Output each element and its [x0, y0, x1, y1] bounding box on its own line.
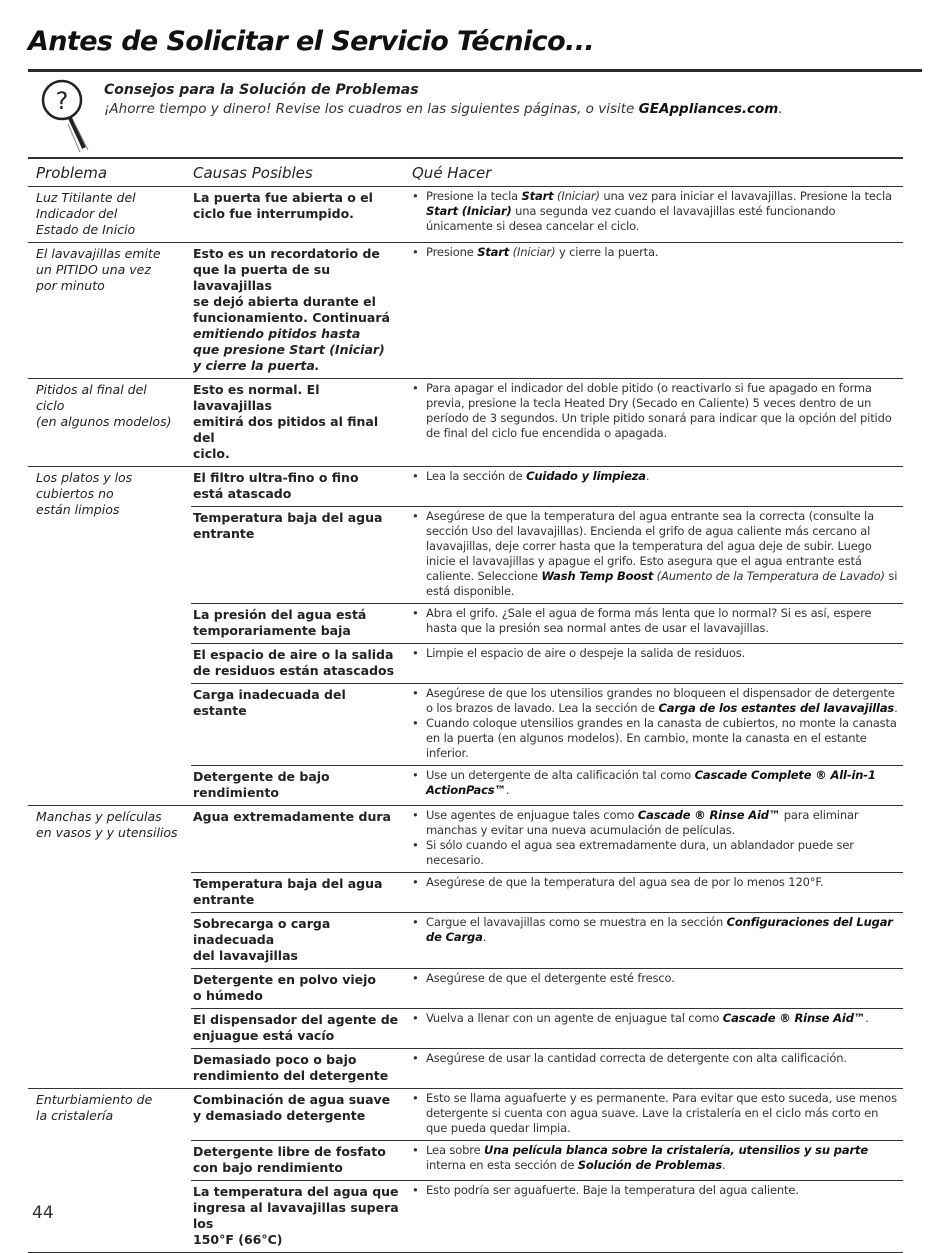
action-text	[426, 915, 899, 945]
action-text	[426, 1011, 869, 1026]
actions-cell	[408, 1181, 903, 1252]
action-segment: para eliminar manchas y evitar una nueva acumulación de películas.	[426, 808, 859, 837]
problem-line: por minuto	[36, 278, 105, 293]
action-item	[412, 686, 899, 716]
cause-line: con bajo rendimiento	[193, 1160, 343, 1175]
bullet-icon: •	[412, 971, 419, 985]
action-segment: una vez para iniciar el lavavajillas. Presione la tecla	[599, 189, 892, 203]
cause-line: Temperatura baja del agua	[193, 510, 383, 525]
problem-group	[28, 467, 903, 806]
actions-cell	[408, 243, 903, 378]
cause-line: La puerta fue abierta o el	[193, 190, 373, 205]
action-segment: Asegúrese de usar la cantidad correcta de detergente con alta calificación.	[426, 1051, 847, 1065]
table-row	[191, 243, 903, 378]
cause-line: de residuos están atascados	[193, 663, 395, 678]
action-segment: Lea la sección de	[426, 469, 527, 483]
cause-cell	[191, 913, 408, 968]
action-segment: Para apagar el indicador del doble pitido (o reactivarlo si fue apagado en forma previa, presione la tecla Heated Dry (Secado en Caliente) 5 veces dentro de un período de 3 segundos. Un triple pitido sonará para indicar que la opción del pitido de final del ciclo fue encendida o apagada.	[426, 381, 892, 440]
action-segment: Solución de Problemas	[577, 1158, 723, 1172]
cause-cell	[191, 379, 408, 466]
bullet-icon: •	[412, 509, 419, 523]
problem-line: Manchas y películas	[36, 809, 162, 824]
problem-group	[28, 379, 903, 467]
action-segment: y cierre la puerta.	[555, 245, 659, 259]
actions-cell	[408, 507, 903, 603]
table-row	[191, 1180, 903, 1252]
action-segment: Presione	[426, 245, 478, 259]
cause-line: se dejó abierta durante el	[193, 294, 376, 309]
cause-cell	[191, 644, 408, 683]
action-segment: Use un detergente de alta calificación tal como	[426, 768, 695, 782]
action-segment: Lea sobre	[426, 1143, 485, 1157]
action-segment: Cascade Complete ® All-in-1 ActionPacs™	[426, 768, 876, 797]
column-header-problem: Problema	[36, 163, 108, 182]
action-segment: Asegúrese de que los utensilios grandes no bloqueen el dispensador de detergente o los brazos de lavado. Lea la sección de	[426, 686, 895, 715]
action-segment: interna en esta sección de	[426, 1158, 578, 1172]
cause-line: Detergente de bajo rendimiento	[193, 769, 330, 800]
action-item	[412, 808, 899, 838]
cause-line: que la puerta de su lavavajillas	[193, 262, 331, 293]
table-row	[191, 187, 903, 238]
action-segment: Vuelva a llenar con un agente de enjuague tal como	[426, 1011, 723, 1025]
cause-line: Agua extremadamente dura	[193, 809, 391, 824]
action-segment: Esto se llama aguafuerte y es permanente. Para evitar que esto suceda, use menos detergente si cuenta con agua suave. Lave la cristalería en el ciclo más corto en que pueda quedar limpia.	[426, 1091, 897, 1135]
action-item	[412, 381, 899, 441]
problem-group	[28, 806, 903, 1089]
bullet-icon: •	[412, 189, 419, 203]
action-segment: Asegúrese de que la temperatura del agua sea de por lo menos 120°F.	[426, 875, 824, 889]
action-segment: Si sólo cuando el agua sea extremadamente dura, un ablandador puede ser necesario.	[426, 838, 854, 867]
cause-cell	[191, 467, 408, 506]
bullet-icon: •	[412, 1183, 419, 1197]
cause-cell	[191, 969, 408, 1008]
action-segment: .	[722, 1158, 726, 1172]
actions-cell	[408, 806, 903, 872]
action-item	[412, 1091, 899, 1136]
problem-line: en vasos y y utensilios	[36, 825, 178, 840]
table-row	[191, 912, 903, 968]
cause-line: ciclo.	[193, 446, 230, 461]
cause-line: entrante	[193, 526, 255, 541]
actions-cell	[408, 873, 903, 912]
action-text	[426, 838, 899, 868]
actions-cell	[408, 766, 903, 805]
bullet-icon: •	[412, 686, 419, 700]
column-header-actions: Qué Hacer	[412, 163, 492, 182]
action-text	[426, 509, 899, 599]
action-item	[412, 646, 899, 661]
actions-cell	[408, 187, 903, 238]
cause-line: El espacio de aire o la salida	[193, 647, 394, 662]
bullet-icon: •	[412, 245, 419, 259]
action-segment: Abra el grifo. ¿Sale el agua de forma más lenta que lo normal? Si es así, espere hasta que la presión sea normal antes de usar el lavavajillas.	[426, 606, 872, 635]
action-text	[426, 1051, 847, 1066]
cause-line: 150°F (66°C)	[193, 1232, 283, 1247]
action-item	[412, 606, 899, 636]
cause-cell	[191, 873, 408, 912]
action-item	[412, 1143, 899, 1173]
cause-cell	[191, 1141, 408, 1180]
action-segment: Start	[477, 245, 510, 259]
bullet-icon: •	[412, 808, 419, 822]
cause-cell	[191, 806, 408, 872]
problem-line: la cristalería	[36, 1108, 114, 1123]
table-row	[191, 968, 903, 1008]
cause-line: ingresa al lavavajillas supera los	[193, 1200, 399, 1231]
action-segment: .	[865, 1011, 869, 1025]
cause-cell	[191, 507, 408, 603]
action-item	[412, 716, 899, 761]
action-text	[426, 1143, 899, 1173]
action-text	[426, 646, 745, 661]
bullet-icon: •	[412, 646, 419, 660]
cause-line: La presión del agua está	[193, 607, 367, 622]
cause-line: funcionamiento. Continuará	[193, 310, 390, 325]
action-item	[412, 245, 899, 260]
cause-cell	[191, 243, 408, 378]
cause-line: o húmedo	[193, 988, 263, 1003]
cause-line: El filtro ultra-fino o fino	[193, 470, 359, 485]
bullet-icon: •	[412, 381, 419, 395]
action-segment: .	[482, 930, 487, 944]
bullet-icon: •	[412, 875, 419, 889]
action-segment: Asegúrese de que el detergente esté fresco.	[426, 971, 675, 985]
cause-line: ciclo fue interrumpido.	[193, 206, 354, 221]
table-body	[28, 187, 903, 1253]
actions-cell	[408, 604, 903, 643]
cause-list	[191, 1089, 903, 1252]
cause-cell	[191, 1009, 408, 1048]
bullet-icon: •	[412, 768, 419, 782]
cause-line: Temperatura baja del agua	[193, 876, 383, 891]
troubleshooting-table	[28, 157, 903, 1253]
cause-line: Sobrecarga o carga inadecuada	[193, 916, 331, 947]
cause-line: enjuague está vacío	[193, 1028, 335, 1043]
page-number: 44	[32, 1203, 54, 1223]
cause-cell	[191, 684, 408, 765]
actions-cell	[408, 1009, 903, 1048]
problem-line: Indicador del	[36, 206, 118, 221]
cause-list	[191, 467, 903, 805]
cause-cell	[191, 1089, 408, 1140]
cause-line: está atascado	[193, 486, 292, 501]
cause-line: Combinación de agua suave	[193, 1092, 391, 1107]
table-row	[191, 1048, 903, 1088]
problem-line: ciclo	[36, 398, 65, 413]
bullet-icon: •	[412, 838, 419, 852]
actions-cell	[408, 1089, 903, 1140]
actions-cell	[408, 684, 903, 765]
table-row	[191, 765, 903, 805]
bullet-icon: •	[412, 606, 419, 620]
table-row	[191, 1089, 903, 1140]
action-text	[426, 189, 899, 234]
action-segment: Cuando coloque utensilios grandes en la canasta de cubiertos, no monte la canasta en la puerta (en algunos modelos). En cambio, monte la canasta en el estante inferior.	[426, 716, 897, 760]
action-segment: Start	[521, 189, 554, 203]
action-segment: .	[645, 469, 650, 483]
bullet-icon: •	[412, 915, 419, 929]
problem-line: están limpios	[36, 502, 120, 517]
title-rule	[28, 69, 922, 72]
cause-cell	[191, 187, 408, 238]
table-row	[191, 643, 903, 683]
action-item	[412, 469, 899, 484]
action-text	[426, 971, 675, 986]
cause-line: del lavavajillas	[193, 948, 298, 963]
action-text	[426, 381, 899, 441]
action-segment: si está disponible.	[426, 569, 898, 598]
cause-cell	[191, 1049, 408, 1088]
cause-list	[191, 806, 903, 1088]
cause-line: Esto es un recordatorio de	[193, 246, 380, 261]
action-segment: Carga de los estantes del lavavajillas	[658, 701, 895, 715]
action-item	[412, 509, 899, 599]
action-item	[412, 1051, 899, 1066]
svg-text:?: ?	[55, 87, 69, 115]
action-text	[426, 716, 899, 761]
table-row	[191, 603, 903, 643]
actions-cell	[408, 644, 903, 683]
page-title: Antes de Solicitar el Servicio Técnico...	[28, 26, 595, 57]
action-item	[412, 189, 899, 234]
action-segment: Use agentes de enjuague tales como	[426, 808, 638, 822]
actions-cell	[408, 913, 903, 968]
action-segment: (Aumento de la Temperatura de Lavado)	[653, 569, 885, 583]
action-item	[412, 875, 899, 890]
cause-line: La temperatura del agua que	[193, 1184, 399, 1199]
action-segment: (Iniciar)	[553, 189, 600, 203]
table-row	[191, 683, 903, 765]
table-row	[191, 1140, 903, 1180]
cause-line: emitirá dos pitidos al final del	[193, 414, 379, 445]
action-item	[412, 1011, 899, 1026]
action-segment: una segunda vez cuando el lavavajillas esté funcionando únicamente si desea cancelar el ciclo.	[426, 204, 836, 233]
problem-cell	[28, 1089, 191, 1252]
problem-line: (en algunos modelos)	[36, 414, 172, 429]
action-item	[412, 1183, 899, 1198]
cause-line: Demasiado poco o bajo	[193, 1052, 357, 1067]
cause-line: y cierre la puerta.	[193, 358, 320, 373]
action-text	[426, 1183, 799, 1198]
table-row	[191, 506, 903, 603]
problem-line: un PITIDO una vez	[36, 262, 151, 277]
cause-cell	[191, 1181, 408, 1252]
action-segment: Start (Iniciar)	[426, 204, 512, 218]
problem-cell	[28, 243, 191, 378]
action-segment: Configuraciones del Lugar de Carga	[426, 915, 893, 944]
table-row	[191, 1008, 903, 1048]
bullet-icon: •	[412, 1091, 419, 1105]
action-segment: .	[505, 783, 510, 797]
cause-line: El dispensador del agente de	[193, 1012, 399, 1027]
problem-line: Pitidos al final del	[36, 382, 147, 397]
action-item	[412, 971, 899, 986]
bullet-icon: •	[412, 1051, 419, 1065]
table-row	[191, 806, 903, 872]
cause-line: Carga inadecuada del estante	[193, 687, 346, 718]
bullet-icon: •	[412, 1143, 419, 1157]
problem-cell	[28, 467, 191, 805]
action-item	[412, 915, 899, 945]
action-text	[426, 768, 899, 798]
cause-list	[191, 379, 903, 466]
bullet-icon: •	[412, 469, 419, 483]
problem-group	[28, 1089, 903, 1253]
cause-line: Detergente en polvo viejo	[193, 972, 377, 987]
cause-line: entrante	[193, 892, 255, 907]
problem-group	[28, 187, 903, 243]
cause-list	[191, 243, 903, 378]
action-segment: Cargue el lavavajillas como se muestra en la sección	[426, 915, 727, 929]
cause-line: Esto es normal. El lavavajillas	[193, 382, 320, 413]
action-segment: (Iniciar)	[509, 245, 556, 259]
action-segment: Cuidado y limpieza	[526, 469, 646, 483]
problem-line: El lavavajillas emite	[36, 246, 161, 261]
action-text	[426, 1091, 899, 1136]
problem-line: Los platos y los	[36, 470, 133, 485]
cause-list	[191, 187, 903, 242]
problem-cell	[28, 187, 191, 242]
cause-line: que presione Start (Iniciar)	[193, 342, 385, 357]
cause-line: rendimiento del detergente	[193, 1068, 389, 1083]
action-segment: .	[894, 701, 898, 715]
cause-cell	[191, 604, 408, 643]
problem-line: Luz Titilante del	[36, 190, 136, 205]
action-text	[426, 808, 899, 838]
bullet-icon: •	[412, 1011, 419, 1025]
cause-line: emitiendo pitidos hasta	[193, 326, 361, 341]
actions-cell	[408, 1141, 903, 1180]
actions-cell	[408, 1049, 903, 1088]
action-item	[412, 838, 899, 868]
cause-line: temporariamente baja	[193, 623, 351, 638]
action-text	[426, 245, 658, 260]
cause-line: y demasiado detergente	[193, 1108, 366, 1123]
action-segment: Wash Temp Boost	[541, 569, 654, 583]
column-header-causes: Causas Posibles	[193, 163, 313, 182]
action-segment: Una película blanca sobre la cristalería, utensilios y su parte	[484, 1143, 868, 1157]
tips-heading: Consejos para la Solución de Problemas	[104, 82, 419, 98]
action-segment: Cascade ® Rinse Aid™	[637, 808, 781, 822]
cause-cell	[191, 766, 408, 805]
tips-text: ¡Ahorre tiempo y dinero! Revise los cuadros en las siguientes páginas, o visite GEAppliances.com.	[104, 101, 783, 117]
problem-group	[28, 243, 903, 379]
problem-line: cubiertos no	[36, 486, 114, 501]
actions-cell	[408, 379, 903, 466]
problem-line: Estado de Inicio	[36, 222, 136, 237]
problem-cell	[28, 806, 191, 1088]
question-magnifier-icon	[34, 76, 98, 156]
action-item	[412, 768, 899, 798]
website-link[interactable]: GEAppliances.com	[638, 101, 779, 117]
action-text	[426, 875, 824, 890]
action-segment: Asegúrese de que la temperatura del agua entrante sea la correcta (consulte la sección Uso del lavavajillas). Encienda el grifo de agua caliente más cercano al lavavajillas, deje correr hasta que la temperatura del agua deje de subir. Luego inicie el lavavajillas y apague el grifo. Esto asegura que el agua entrante está caliente. Seleccione	[426, 509, 874, 583]
problem-line: Enturbiamiento de	[36, 1092, 153, 1107]
problem-cell	[28, 379, 191, 466]
action-segment: Presione la tecla	[426, 189, 522, 203]
action-text	[426, 606, 899, 636]
cause-line: Detergente libre de fosfato	[193, 1144, 386, 1159]
action-segment: Cascade ® Rinse Aid™	[722, 1011, 866, 1025]
action-segment: Limpie el espacio de aire o despeje la salida de residuos.	[426, 646, 746, 660]
actions-cell	[408, 467, 903, 506]
action-text	[426, 686, 899, 716]
action-text	[426, 469, 649, 484]
actions-cell	[408, 969, 903, 1008]
table-row	[191, 379, 903, 466]
table-header	[28, 157, 903, 187]
bullet-icon: •	[412, 716, 419, 730]
table-row	[191, 872, 903, 912]
table-row	[191, 467, 903, 506]
action-segment: Esto podría ser aguafuerte. Baje la temperatura del agua caliente.	[426, 1183, 799, 1197]
